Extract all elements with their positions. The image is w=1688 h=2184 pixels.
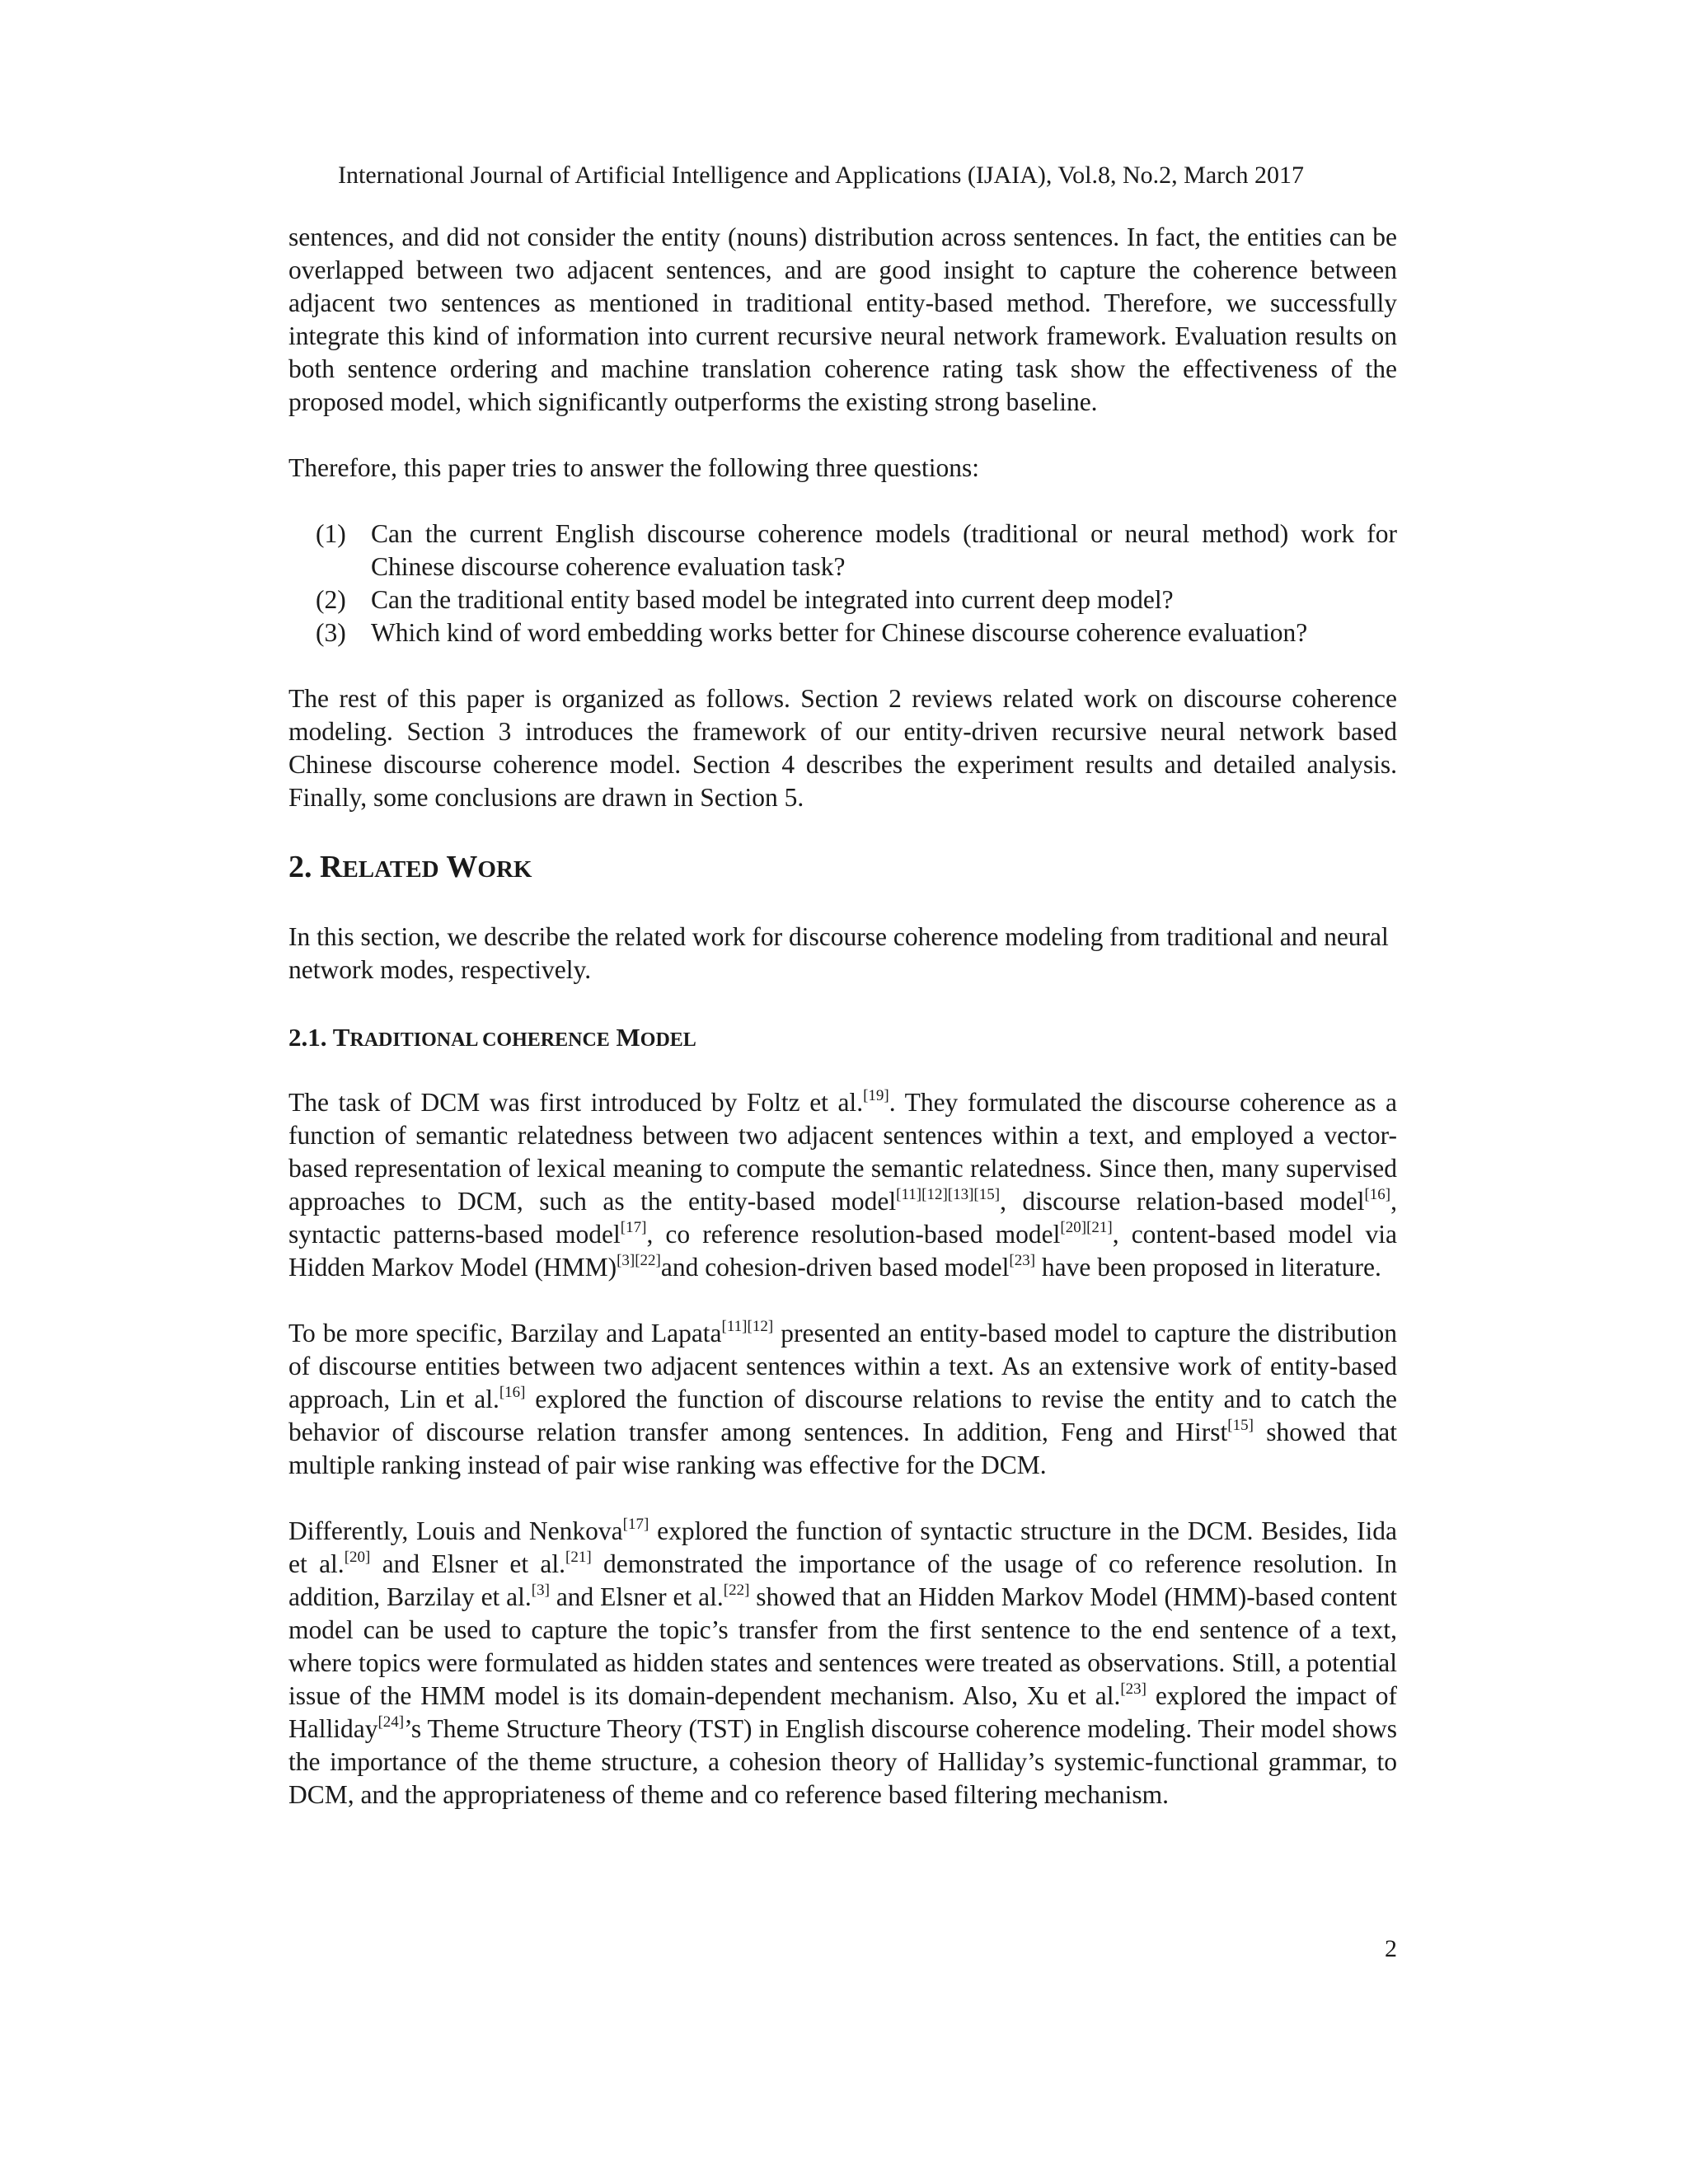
citation: [20]: [344, 1549, 371, 1566]
heading-cap: W: [446, 850, 478, 884]
research-questions-list: [288, 518, 1397, 649]
heading-smallcaps: ODEL: [640, 1029, 696, 1051]
intro-paragraph-1: sentences, and did not consider the entity (nouns) distribution across sentences. In fact, the entities can be overlapped between two adjacent sentences, and are good insight to capture the coherence between adjacent two sentences as mentioned in traditional entity-based method. Therefore, we successfully integrate this kind of information into current recursive neural network framework. Evaluation results on both sentence ordering and machine translation coherence rating task show the effectiveness of the proposed model, which significantly outperforms the existing strong baseline.: [288, 223, 1397, 416]
citation: [15]: [1227, 1417, 1254, 1434]
text-run: ’s Theme Structure Theory (TST) in English discourse coherence modeling. Their model shows the importance of the theme structure, a cohesion theory of Halliday’s systemic-functional grammar, to DCM, and the appropriateness of theme and co reference based filtering mechanism.: [288, 1714, 1397, 1809]
text-run: and cohesion-driven based model: [660, 1253, 1010, 1282]
traditional-model-paragraph-3: [288, 1515, 1397, 1811]
citation: [23]: [1009, 1252, 1036, 1269]
list-item-text: Can the traditional entity based model be integrated into current deep model?: [371, 585, 1174, 614]
citation: [21]: [565, 1549, 592, 1566]
text-run: have been proposed in literature.: [1035, 1253, 1381, 1282]
text-run: . They formulated the discourse coherence as a function of semantic relatedness between two adjacent sentences within a text, and employed a vector-based representation of lexical meaning to compute the semantic relatedness. Since then, many supervised approaches to DCM, such as the entity-based model: [288, 1088, 1397, 1216]
list-item-number: (3): [316, 618, 346, 647]
section-heading-related-work: [288, 847, 1397, 889]
text-run: and Elsner et al.: [370, 1549, 566, 1578]
section-number: 2.: [288, 850, 312, 884]
text-run: , content-based model via Hidden Markov Model (HMM): [288, 1220, 1397, 1282]
list-item-text: Can the current English discourse coherence models (traditional or neural method) work for Chinese discourse coherence evaluation task?: [371, 519, 1397, 581]
heading-smallcaps: ORK: [477, 856, 532, 883]
text-run: , syntactic patterns-based model: [288, 1187, 1397, 1249]
body-text: [288, 221, 1397, 1811]
heading-cap: M: [616, 1023, 640, 1052]
citation: [24]: [377, 1713, 405, 1731]
text-run: demonstrated the importance of the usage of co reference resolution. In addition, Barzilay et al.: [288, 1549, 1397, 1611]
text-run: , co reference resolution-based model: [646, 1220, 1061, 1249]
text-run: , discourse relation-based model: [1000, 1187, 1365, 1216]
list-item: [288, 616, 1397, 649]
text-run: showed that an Hidden Markov Model (HMM)-based content model can be used to capture the topic’s transfer from the first sentence to the end sentence of a text, where topics were formulated as hidden states and sentences were treated as observations. Still, a potential issue of the HMM model is its domain-dependent mechanism. Also, Xu et al.: [288, 1582, 1398, 1710]
list-item-number: (2): [316, 585, 346, 614]
heading-smallcaps: ELATED: [342, 856, 439, 883]
citation: [23]: [1120, 1680, 1146, 1698]
list-item-text: Which kind of word embedding works better for Chinese discourse coherence evaluation?: [371, 618, 1308, 647]
list-item-number: (1): [316, 519, 346, 548]
citation: [11][12][13][15]: [896, 1186, 1001, 1203]
traditional-model-paragraph-1: [288, 1086, 1397, 1284]
citation: [11][12]: [721, 1318, 774, 1335]
citation: [20][21]: [1060, 1219, 1113, 1236]
text-run: To be more specific, Barzilay and Lapata: [288, 1319, 722, 1347]
subsection-number: 2.1.: [288, 1023, 327, 1052]
page-number: 2: [1385, 1935, 1397, 1962]
text-run: showed that multiple ranking instead of pair wise ranking was effective for the DCM.: [288, 1418, 1397, 1479]
list-item: [288, 583, 1397, 616]
text-run: explored the function of discourse relations to revise the entity and to catch the behavior of discourse relation transfer among sentences. In addition, Feng and Hirst: [288, 1385, 1397, 1446]
text-run: The task of DCM was first introduced by Foltz et al.: [288, 1088, 864, 1117]
citation: [22]: [723, 1582, 750, 1599]
heading-cap: R: [320, 850, 343, 884]
subsection-heading-traditional-model: [288, 1019, 1397, 1058]
section-2-intro: In this section, we describe the related work for discourse coherence modeling from traditional and neural network modes, respectively.: [288, 922, 1389, 984]
citation: [3]: [531, 1582, 550, 1599]
text-run: explored the impact of Halliday: [288, 1681, 1397, 1743]
intro-paragraph-2: Therefore, this paper tries to answer the following three questions:: [288, 453, 979, 482]
heading-cap: T: [332, 1023, 350, 1052]
text-run: explored the function of syntactic structure in the DCM. Besides, Iida et al.: [288, 1516, 1397, 1578]
heading-smallcaps: RADITIONAL COHERENCE: [349, 1029, 610, 1051]
paper-page: [288, 0, 1397, 2184]
text-run: and Elsner et al.: [549, 1582, 724, 1611]
running-header: International Journal of Artificial Intelligence and Applications (IJAIA), Vol.8, No.2, March 2017: [338, 162, 1304, 189]
citation: [17]: [622, 1516, 649, 1533]
citation: [19]: [863, 1087, 889, 1104]
citation: [16]: [1364, 1186, 1391, 1203]
intro-paragraph-3: The rest of this paper is organized as follows. Section 2 reviews related work on discourse coherence modeling. Section 3 introduces the framework of our entity-driven recursive neural network based Chinese discourse coherence model. Section 4 describes the experiment results and detailed analysis. Finally, some conclusions are drawn in Section 5.: [288, 684, 1397, 812]
text-run: Differently, Louis and Nenkova: [288, 1516, 623, 1545]
text-run: presented an entity-based model to capture the distribution of discourse entities between two adjacent sentences within a text. As an extensive work of entity-based approach, Lin et al.: [288, 1319, 1397, 1413]
traditional-model-paragraph-2: [288, 1317, 1397, 1482]
citation: [17]: [620, 1219, 647, 1236]
citation: [3][22]: [617, 1252, 661, 1269]
citation: [16]: [499, 1384, 526, 1401]
list-item: [288, 518, 1397, 583]
